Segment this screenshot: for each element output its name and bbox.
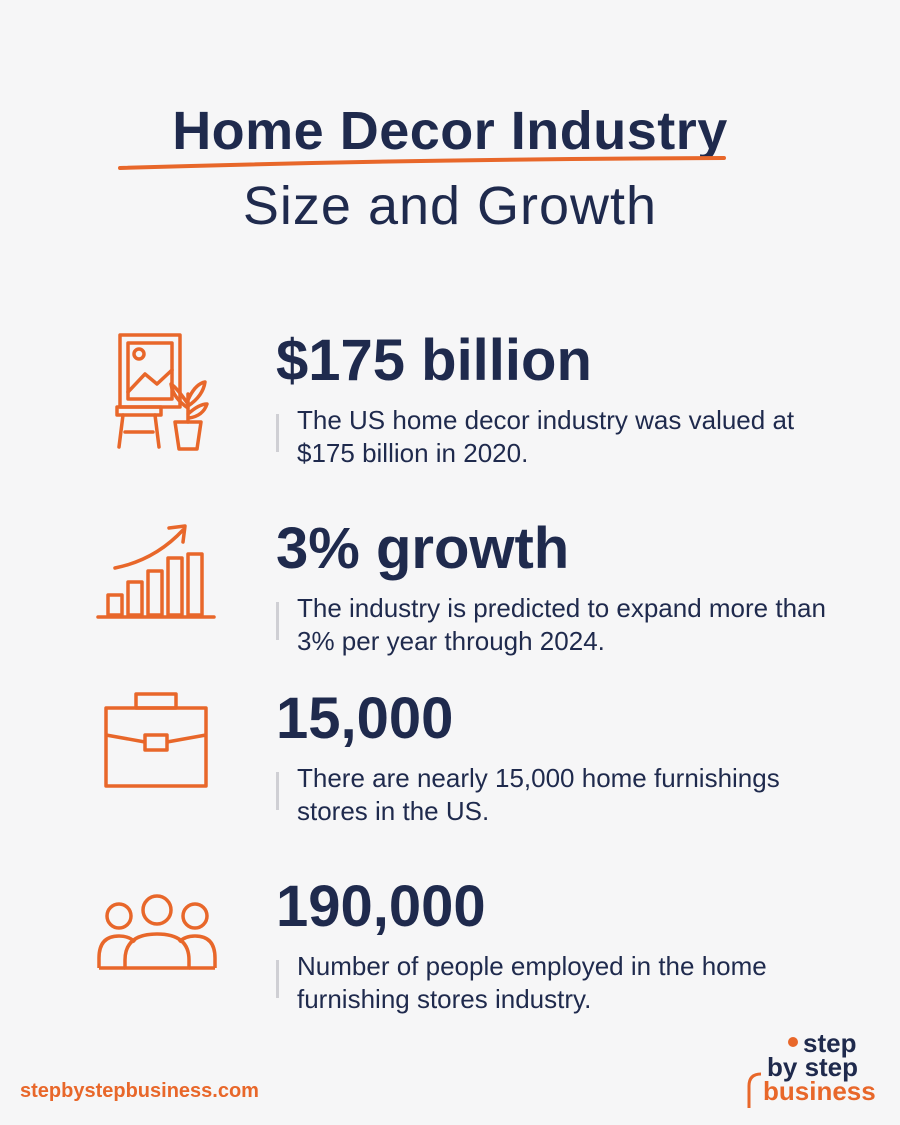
logo-line-step: step (803, 1028, 857, 1058)
stat-description: There are nearly 15,000 home furnishings stores in the US. (297, 763, 780, 826)
growth-chart-icon (95, 520, 220, 645)
stat-revenue (0, 328, 900, 492)
stat-value: 3% growth (276, 516, 570, 581)
logo-line-business: business (763, 1076, 876, 1106)
home-decor-icon (95, 332, 220, 457)
briefcase-icon (95, 690, 220, 815)
divider (276, 414, 279, 452)
stat-description: Number of people employed in the home furnishing stores industry. (297, 951, 767, 1014)
stat-stores (0, 686, 900, 850)
page-title: Home Decor Industry (172, 101, 728, 161)
divider (276, 602, 279, 640)
divider (276, 772, 279, 810)
stat-growth (0, 516, 900, 680)
stat-value: 190,000 (276, 874, 486, 939)
brand-logo (735, 1030, 875, 1110)
footer-url[interactable]: stepbystepbusiness.com (20, 1080, 259, 1102)
people-icon (95, 878, 220, 1003)
logo-line-by-step: by step (767, 1052, 859, 1082)
stat-description: The industry is predicted to expand more than 3% per year through 2024. (297, 593, 826, 656)
title-underline (118, 155, 726, 171)
stat-description: The US home decor industry was valued at $175 billion in 2020. (297, 405, 795, 468)
stat-value: $175 billion (276, 328, 592, 393)
divider (276, 960, 279, 998)
stat-employment (0, 874, 900, 1038)
page-subtitle: Size and Growth (242, 176, 658, 236)
stat-value: 15,000 (276, 686, 454, 751)
